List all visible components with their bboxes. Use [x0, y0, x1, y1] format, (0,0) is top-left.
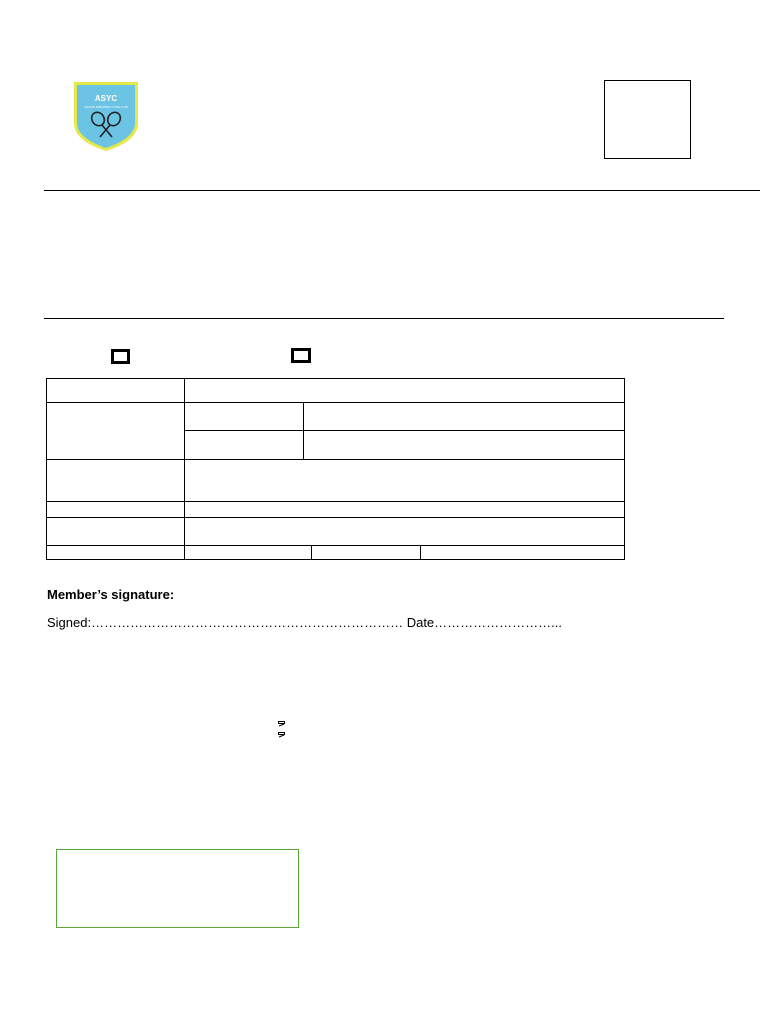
- table-cell-label-r3: [46, 459, 185, 502]
- table-cell-r6b[interactable]: [311, 545, 421, 560]
- table-cell-sub-r2b: [184, 430, 304, 460]
- table-cell-label-r4: [46, 501, 185, 518]
- signature-line[interactable]: Signed:……………………………………………………………… Date………………………...: [47, 615, 562, 630]
- checkbox-option-1[interactable]: [111, 349, 130, 364]
- club-logo: [70, 79, 142, 153]
- table-cell-value-r5[interactable]: [184, 517, 625, 546]
- table-cell-sub-r2a: [184, 402, 304, 431]
- table-cell-value-r3[interactable]: [184, 459, 625, 502]
- table-cell-value-r2b[interactable]: [303, 430, 625, 460]
- table-cell-r6a[interactable]: [184, 545, 312, 560]
- small-mark-icon: [278, 732, 285, 738]
- table-cell-value-r2a[interactable]: [303, 402, 625, 431]
- signature-heading: Member’s signature:: [47, 587, 175, 602]
- small-mark-icon: [278, 721, 285, 727]
- checkbox-option-2[interactable]: [291, 348, 311, 363]
- table-cell-value-r4[interactable]: [184, 501, 625, 518]
- table-cell-r6c[interactable]: [420, 545, 625, 560]
- table-cell-value-r1[interactable]: [184, 378, 625, 403]
- logo-subtext: ASHTON SUBURBAN YOUTH CLUB: [84, 106, 128, 109]
- table-cell-label-r2: [46, 402, 185, 460]
- table-cell-label-r6: [46, 545, 185, 560]
- divider-middle: [44, 318, 724, 319]
- divider-top: [44, 190, 760, 191]
- photo-box[interactable]: [604, 80, 691, 159]
- table-cell-label-r1: [46, 378, 185, 403]
- table-cell-label-r5: [46, 517, 185, 546]
- logo-text: ASYC: [94, 94, 118, 103]
- office-use-box[interactable]: [56, 849, 299, 928]
